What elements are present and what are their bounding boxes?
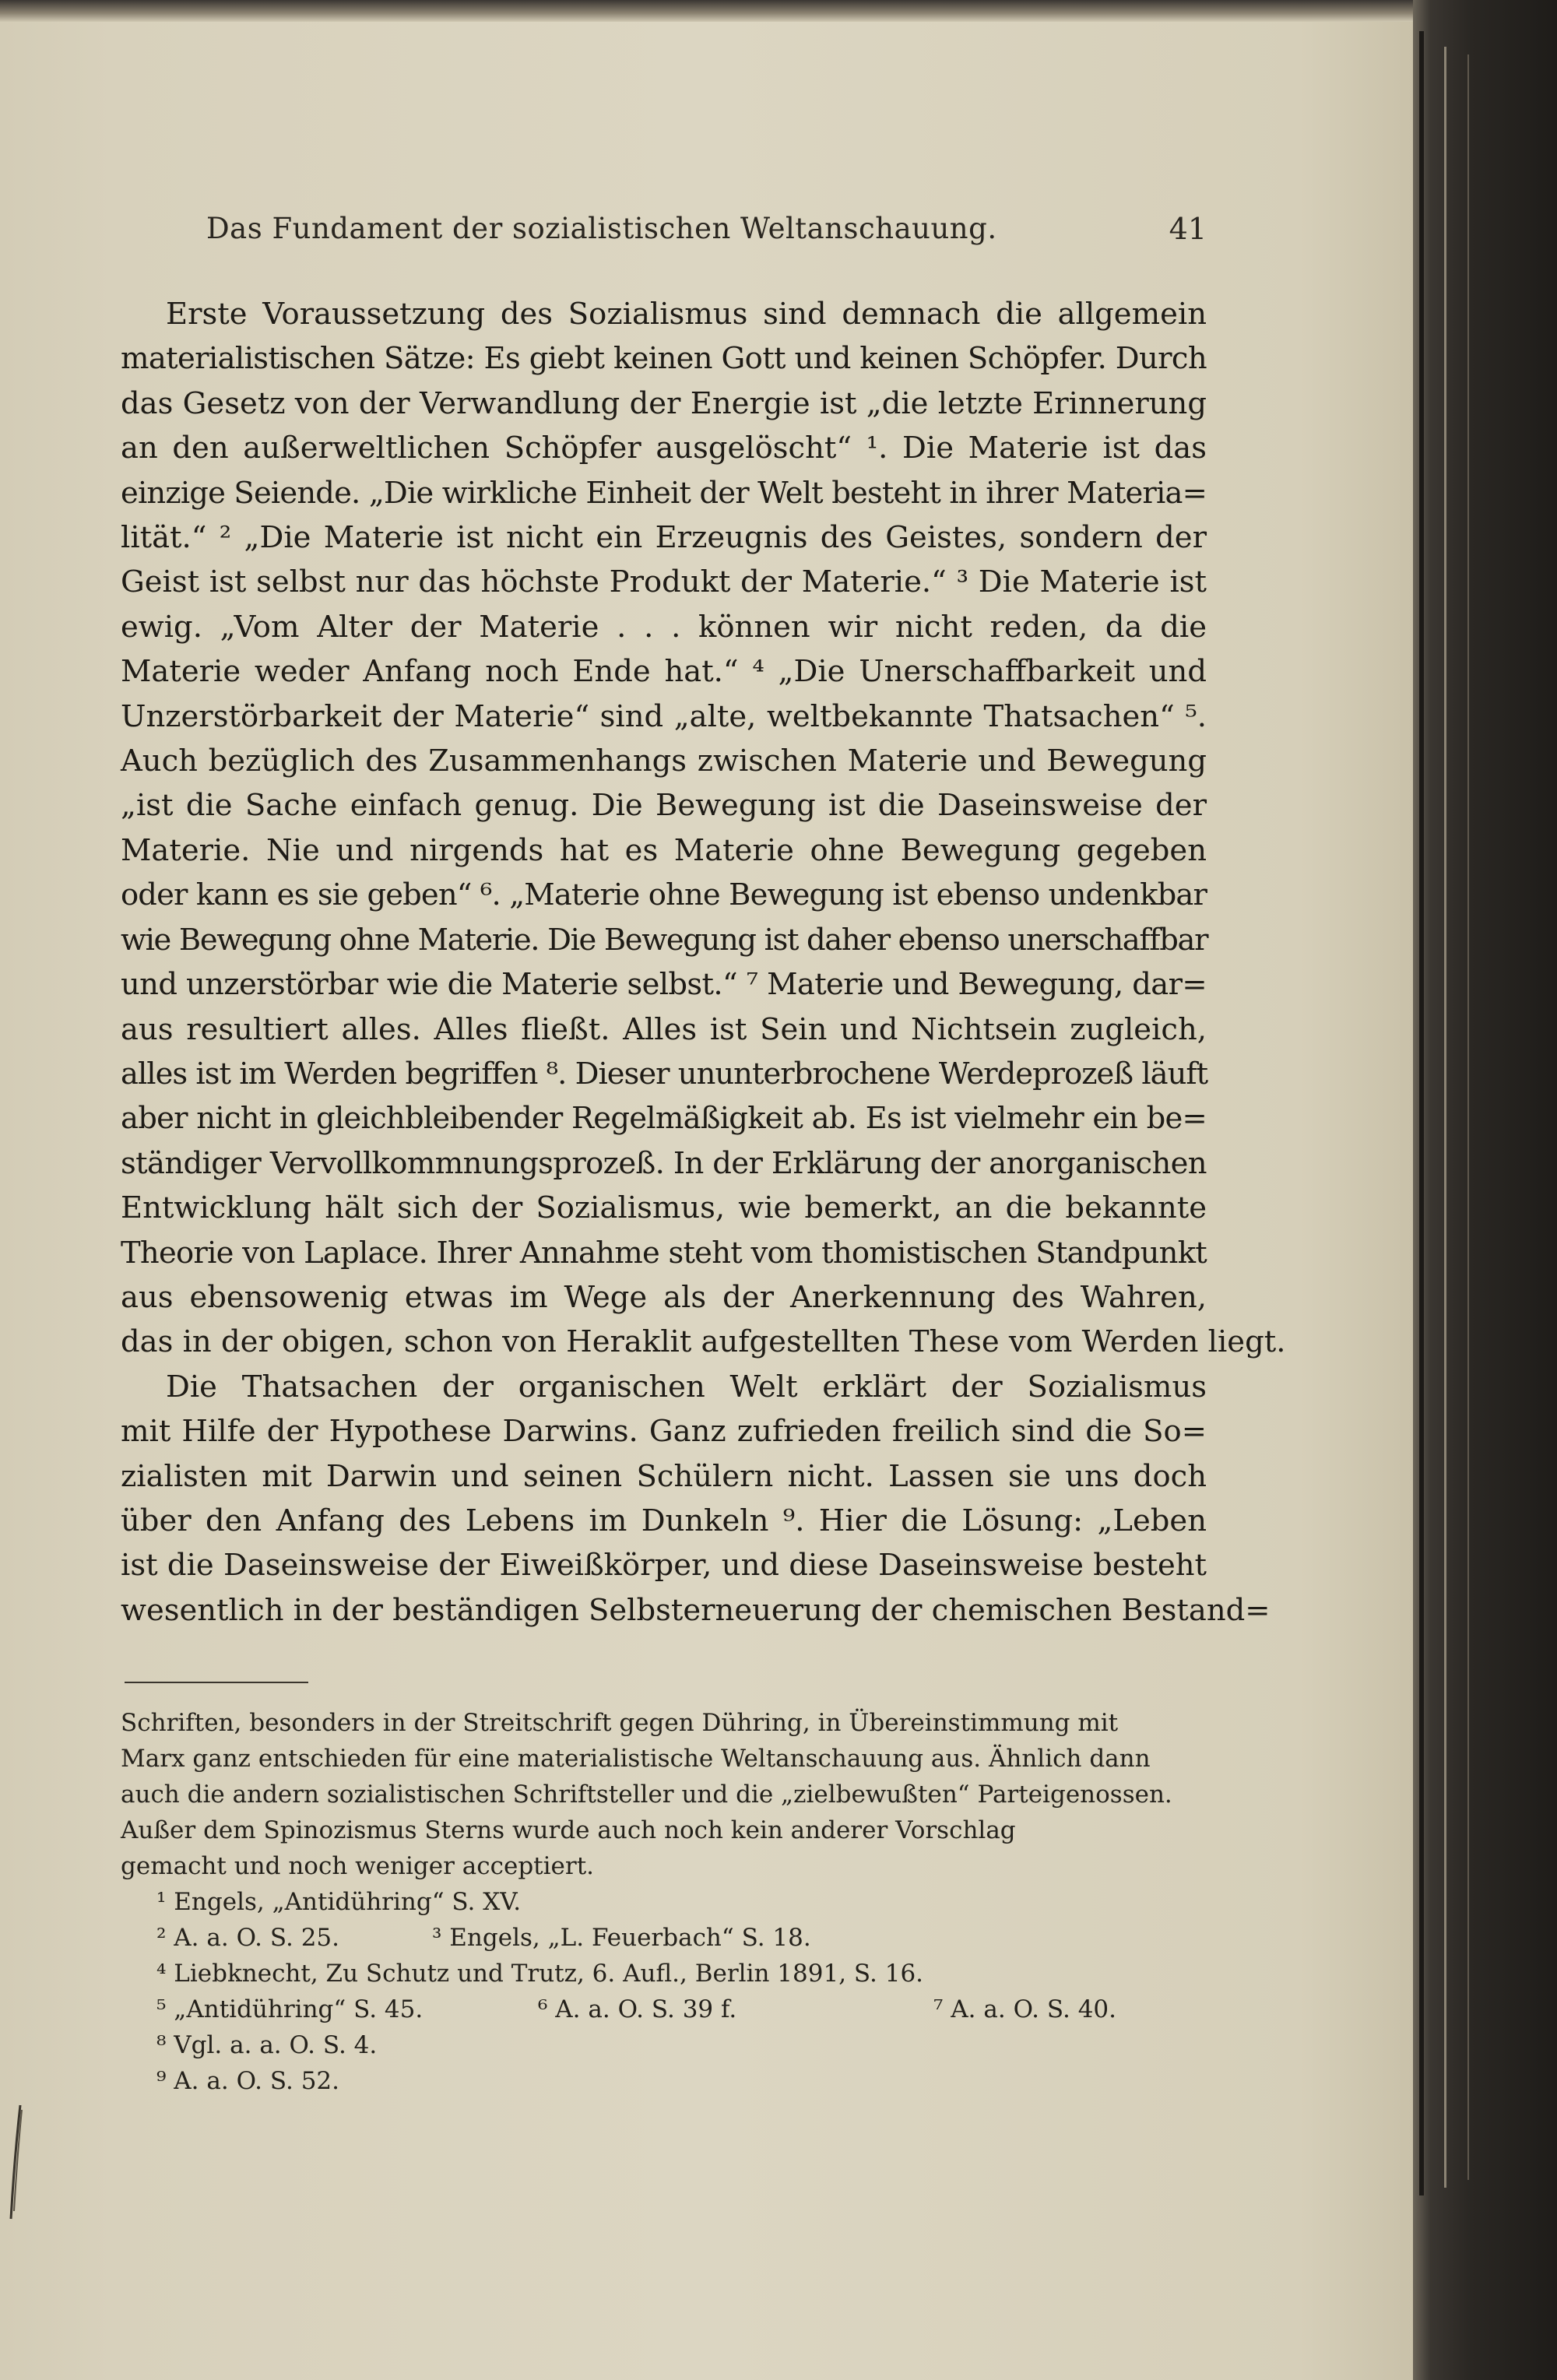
text-line: an den außerweltlichen Schöpfer ausgelöscht“ ¹. Die Materie ist das: [121, 431, 1207, 466]
footnote-2: ² A. a. O. S. 25.: [156, 1924, 340, 1952]
footnote-9: ⁹ A. a. O. S. 52.: [156, 2067, 340, 2095]
text-line: lität.“ ² „Die Materie ist nicht ein Erzeugnis des Geistes, sondern der: [121, 520, 1207, 556]
page-number: 41: [1169, 212, 1207, 246]
footnote-line: auch die andern sozialistischen Schriftsteller und die „zielbewußten“ Parteigenossen.: [121, 1781, 1172, 1809]
text-line: einzige Seiende. „Die wirkliche Einheit der Welt besteht in ihrer Materia=: [121, 475, 1207, 511]
text-line: und unzerstörbar wie die Materie selbst.“ ⁷ Materie und Bewegung, dar=: [121, 967, 1207, 1003]
spine-edge: [1444, 47, 1446, 2188]
text-line: Unzerstörbarkeit der Materie“ sind „alte, weltbekannte Thatsachen“ ⁵.: [121, 698, 1207, 734]
text-line: Materie weder Anfang noch Ende hat.“ ⁴ „Die Unerschaffbarkeit und: [121, 654, 1207, 690]
footnote-row: [121, 1992, 1207, 2027]
page-top-shadow: [0, 0, 1413, 22]
spine-edge: [1467, 54, 1469, 2180]
text-line: ewig. „Vom Alter der Materie . . . können wir nicht reden, da die: [121, 609, 1207, 645]
text-line: Die Thatsachen der organischen Welt erklärt der Sozialismus: [166, 1369, 1207, 1404]
footnote-4: ⁴ Liebknecht, Zu Schutz und Trutz, 6. Aufl., Berlin 1891, S. 16.: [156, 1960, 924, 1988]
footnote-3: ³ Engels, „L. Feuerbach“ S. 18.: [432, 1924, 811, 1952]
text-line: Erste Voraussetzung des Sozialismus sind demnach die allgemein: [166, 297, 1207, 332]
running-head: [121, 212, 1207, 251]
text-line: über den Anfang des Lebens im Dunkeln ⁹. Hier die Lösung: „Leben: [121, 1503, 1207, 1538]
spine-edge: [1419, 31, 1424, 2195]
text-line: Entwicklung hält sich der Sozialismus, wie bemerkt, an die bekannte: [121, 1190, 1207, 1226]
text-line: oder kann es sie geben“ ⁶. „Materie ohne Bewegung ist ebenso undenkbar: [121, 877, 1207, 913]
text-line: Geist ist selbst nur das höchste Produkt der Materie.“ ³ Die Materie ist: [121, 564, 1207, 600]
footnote-6: ⁶ A. a. O. S. 39 f.: [538, 1995, 737, 2023]
text-line: das in der obigen, schon von Heraklit aufgestellten These vom Werden liegt.: [121, 1324, 1286, 1360]
text-line: aus ebensowenig etwas im Wege als der Anerkennung des Wahren,: [121, 1279, 1207, 1315]
footnote-row: [121, 1920, 1207, 1956]
text-line: Auch bezüglich des Zusammenhangs zwischen Materie und Bewegung: [121, 744, 1207, 779]
footnote-row: [121, 2063, 1207, 2099]
text-line: Theorie von Laplace. Ihrer Annahme steht vom thomistischen Standpunkt: [121, 1235, 1207, 1271]
footnote-line: Außer dem Spinozismus Sterns wurde auch noch kein anderer Vorschlag: [121, 1816, 1016, 1844]
text-line: ist die Daseinsweise der Eiweißkörper, und diese Daseinsweise besteht: [121, 1548, 1207, 1584]
text-line: alles ist im Werden begriffen ⁸. Dieser ununterbrochene Werdeprozeß läuft: [121, 1056, 1208, 1092]
footnote-line: Marx ganz entschieden für eine materialistische Weltanschauung aus. Ähnlich dann: [121, 1745, 1151, 1773]
running-title: Das Fundament der sozialistischen Weltanschauung.: [206, 212, 997, 245]
footnote-7: ⁷ A. a. O. S. 40.: [933, 1995, 1117, 2023]
footnote-5: ⁵ „Antidühring“ S. 45.: [156, 1995, 424, 2023]
text-line: ständiger Vervollkommnungsprozeß. In der Erklärung der anorganischen: [121, 1145, 1207, 1181]
text-line: das Gesetz von der Verwandlung der Energie ist „die letzte Erinnerung: [121, 385, 1207, 421]
body-text: [121, 292, 1286, 1633]
footnote-1: ¹ Engels, „Antidühring“ S. XV.: [156, 1888, 522, 1916]
text-line: wesentlich in der beständigen Selbsterneuerung der chemischen Bestand=: [121, 1592, 1271, 1628]
footnote-rule: [125, 1682, 308, 1683]
text-line: materialistischen Sätze: Es giebt keinen Gott und keinen Schöpfer. Durch: [121, 341, 1207, 377]
text-line: Materie. Nie und nirgends hat es Materie ohne Bewegung gegeben: [121, 832, 1207, 868]
footnote-line: Schriften, besonders in der Streitschrift gegen Dühring, in Übereinstimmung mit: [121, 1709, 1119, 1737]
pencil-mark: [6, 2102, 26, 2227]
text-line: „ist die Sache einfach genug. Die Bewegung ist die Daseinsweise der: [121, 788, 1207, 824]
text-line: wie Bewegung ohne Materie. Die Bewegung ist daher ebenso unerschaffbar: [121, 922, 1208, 958]
footnotes: [121, 1705, 1207, 2099]
text-line: mit Hilfe der Hypothese Darwins. Ganz zufrieden freilich sind die So=: [121, 1414, 1207, 1450]
text-line: aber nicht in gleichbleibender Regelmäßigkeit ab. Es ist vielmehr ein be=: [121, 1101, 1207, 1137]
footnote-row: [121, 2027, 1207, 2063]
footnote-row: [121, 1956, 1207, 1992]
footnote-8: ⁸ Vgl. a. a. O. S. 4.: [156, 2031, 378, 2059]
text-line: aus resultiert alles. Alles fließt. Alles ist Sein und Nichtsein zugleich,: [121, 1011, 1207, 1047]
footnote-line: gemacht und noch weniger acceptiert.: [121, 1852, 595, 1880]
book-spine: [1413, 0, 1557, 2380]
text-line: zialisten mit Darwin und seinen Schülern nicht. Lassen sie uns doch: [121, 1458, 1207, 1494]
footnote-row: [121, 1884, 1207, 1920]
